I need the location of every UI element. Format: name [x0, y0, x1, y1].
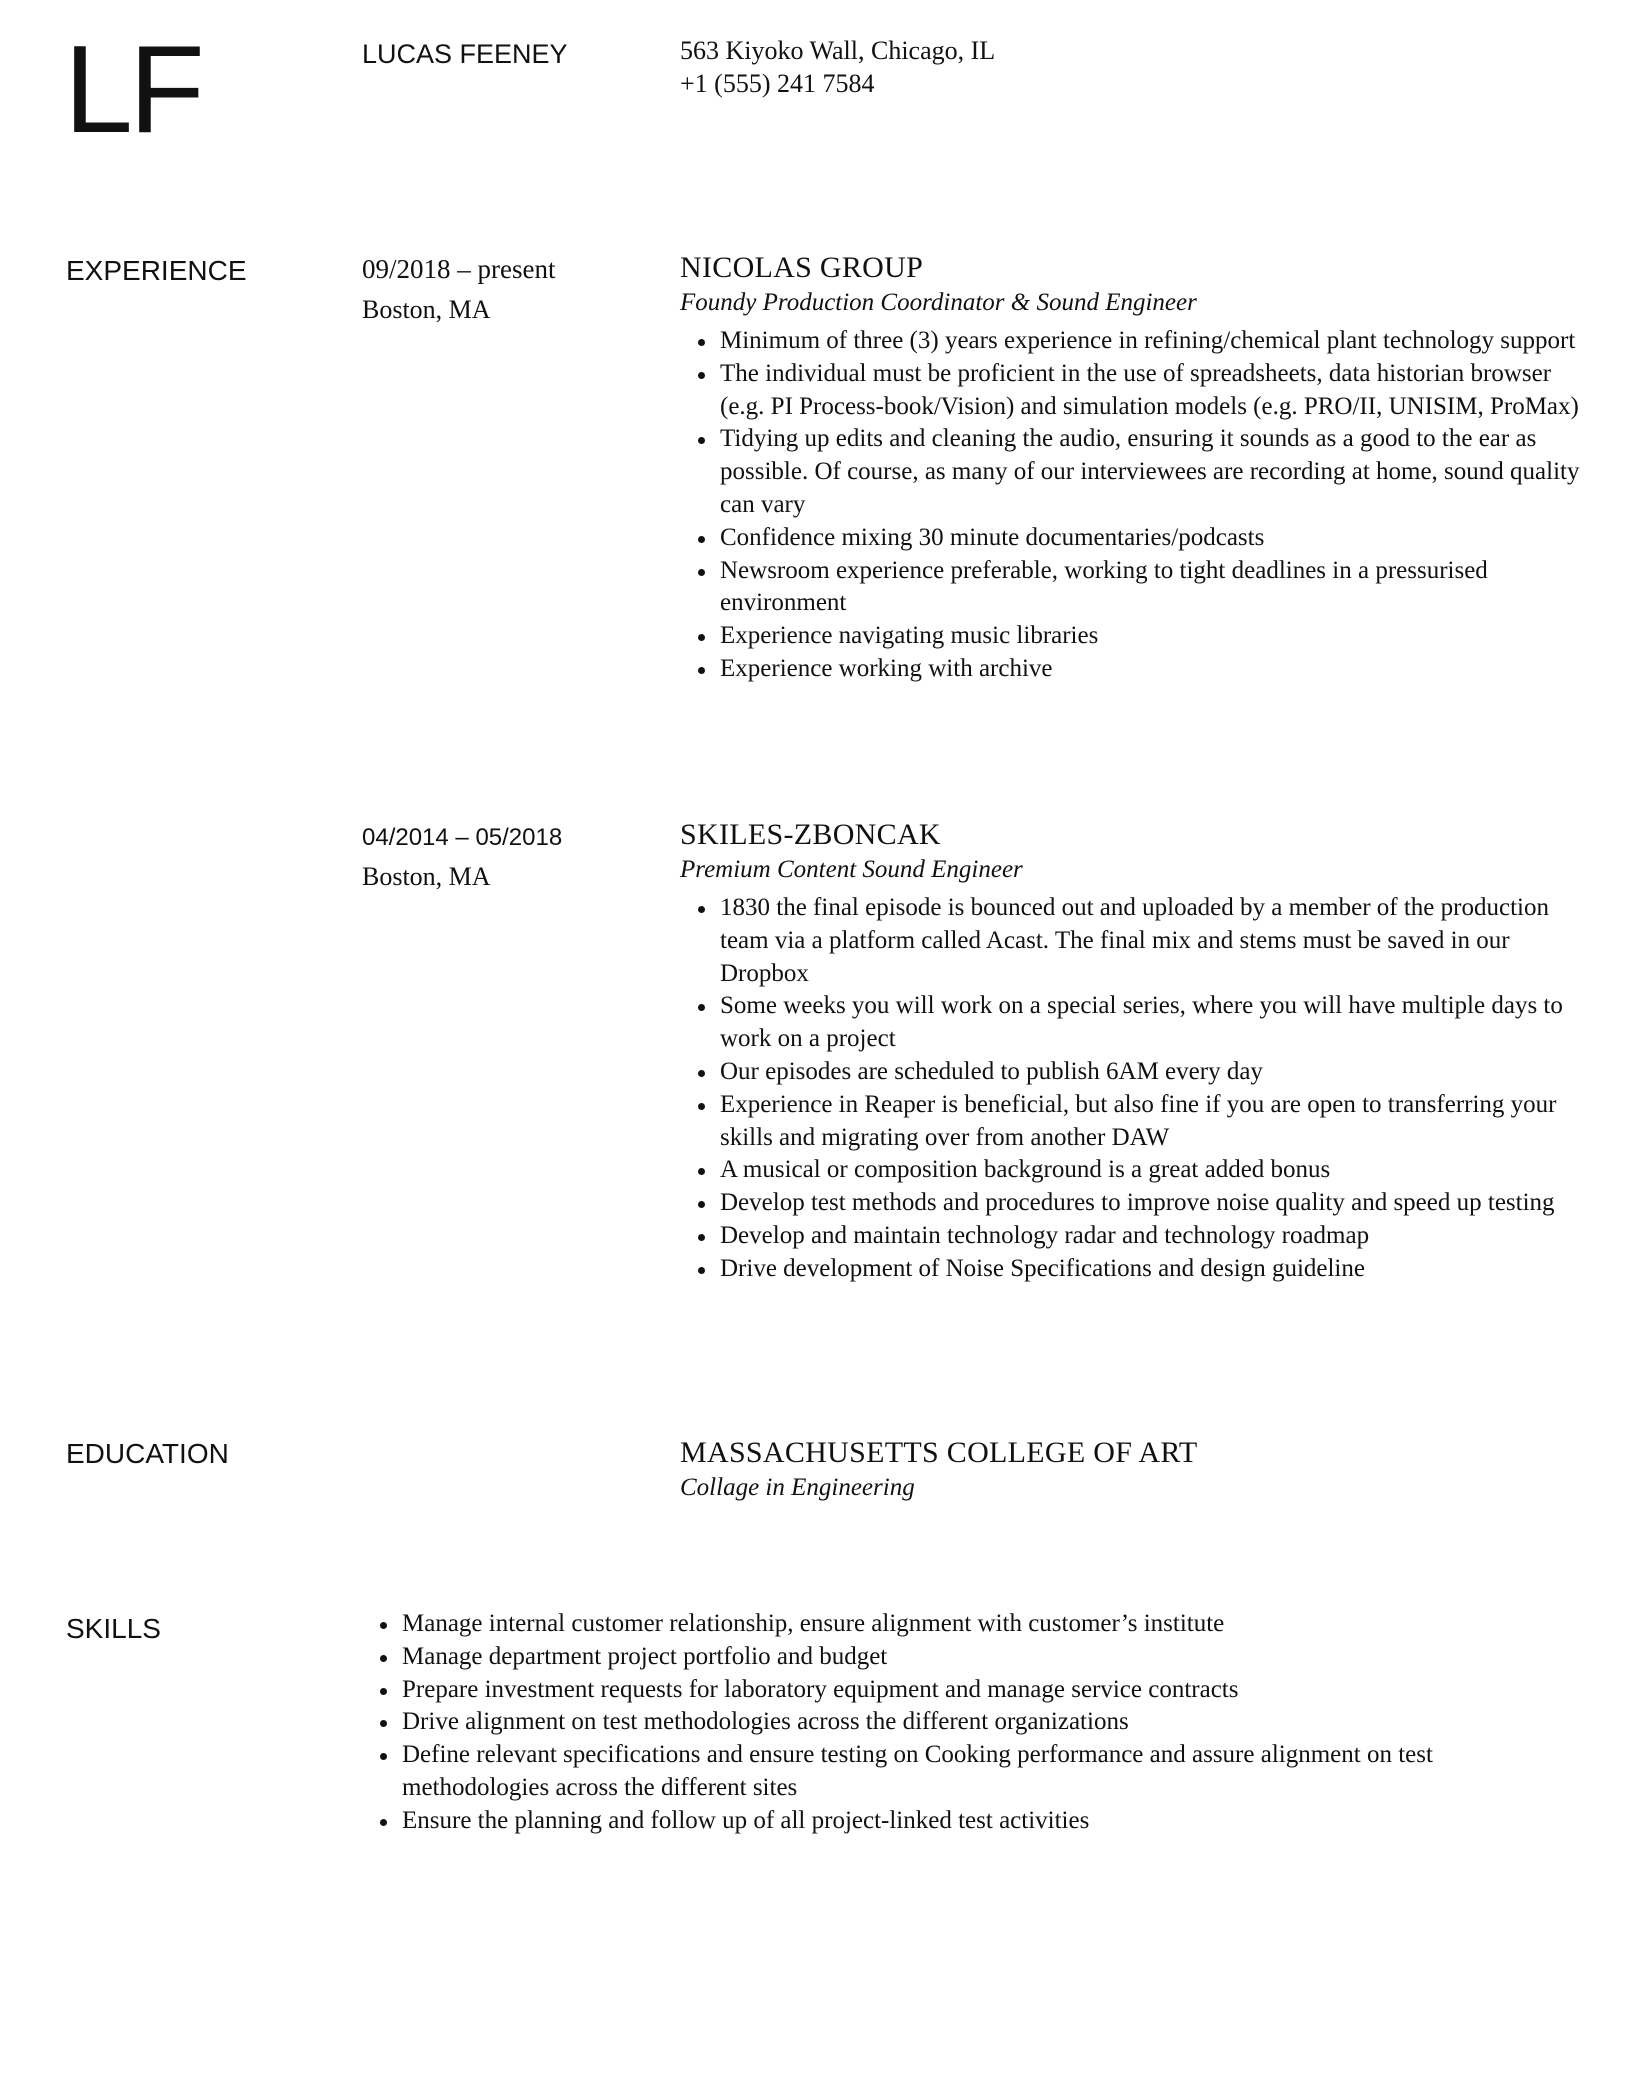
job-role: Premium Content Sound Engineer: [680, 856, 1023, 883]
job-location: Boston, MA: [362, 862, 491, 891]
job-location: Boston, MA: [362, 295, 491, 324]
monogram: LF: [64, 21, 201, 159]
list-item: Develop test methods and procedures to improve noise quality and speed up testing: [720, 1187, 1590, 1220]
list-item: Manage internal customer relationship, ensure alignment with customer’s institute: [402, 1608, 1552, 1641]
list-item: A musical or composition background is a great added bonus: [720, 1154, 1590, 1187]
list-item: Define relevant specifications and ensure testing on Cooking performance and assure alignment on test methodologies across the different sites: [402, 1739, 1552, 1805]
skills-bullets: [362, 1608, 1552, 1838]
list-item: Newsroom experience preferable, working to tight deadlines in a pressurised environment: [720, 555, 1590, 621]
section-title-education: EDUCATION: [66, 1438, 229, 1469]
list-item: Ensure the planning and follow up of all project-linked test activities: [402, 1805, 1552, 1838]
degree: Collage in Engineering: [680, 1474, 915, 1501]
list-item: Prepare investment requests for laboratory equipment and manage service contracts: [402, 1674, 1552, 1707]
job-dates: 04/2014 – 05/2018: [362, 824, 563, 851]
list-item: Some weeks you will work on a special series, where you will have multiple days to work on a project: [720, 990, 1590, 1056]
job-dates: 09/2018 – present: [362, 254, 556, 284]
phone: +1 (555) 241 7584: [680, 69, 875, 98]
list-item: Experience working with archive: [720, 653, 1590, 686]
company-name: NICOLAS GROUP: [680, 251, 924, 284]
company-name: SKILES-ZBONCAK: [680, 818, 941, 851]
list-item: Minimum of three (3) years experience in refining/chemical plant technology support: [720, 325, 1590, 358]
list-item: Manage department project portfolio and budget: [402, 1641, 1552, 1674]
list-item: Drive alignment on test methodologies across the different organizations: [402, 1706, 1552, 1739]
list-item: Develop and maintain technology radar and technology roadmap: [720, 1220, 1590, 1253]
candidate-name: LUCAS FEENEY: [362, 39, 568, 69]
address: 563 Kiyoko Wall, Chicago, IL: [680, 36, 996, 65]
job-role: Foundy Production Coordinator & Sound Engineer: [680, 289, 1197, 316]
list-item: 1830 the final episode is bounced out and uploaded by a member of the production team via a platform called Acast. The final mix and stems must be saved in our Dropbox: [720, 892, 1590, 990]
list-item: Experience in Reaper is beneficial, but also fine if you are open to transferring your skills and migrating over from another DAW: [720, 1089, 1590, 1155]
contact-block: [680, 34, 995, 100]
list-item: Confidence mixing 30 minute documentaries/podcasts: [720, 522, 1590, 555]
list-item: Experience navigating music libraries: [720, 620, 1590, 653]
education-entry: [680, 1435, 1580, 1504]
job-entry: [680, 817, 1580, 1286]
job-bullets: [680, 892, 1590, 1286]
list-item: Drive development of Noise Specifications and design guideline: [720, 1253, 1590, 1286]
section-title-experience: EXPERIENCE: [66, 255, 247, 286]
list-item: The individual must be proficient in the use of spreadsheets, data historian browser (e.g. PI Process-book/Vision) and simulation models (e.g. PRO/II, UNISIM, ProMax): [720, 358, 1590, 424]
school-name: MASSACHUSETTS COLLEGE OF ART: [680, 1436, 1198, 1469]
list-item: Tidying up edits and cleaning the audio, ensuring it sounds as a good to the ear as possible. Of course, as many of our interviewees are recording at home, sound quality can vary: [720, 423, 1590, 521]
skills-list: [362, 1608, 1542, 1838]
job-entry: [680, 250, 1580, 686]
list-item: Our episodes are scheduled to publish 6AM every day: [720, 1056, 1590, 1089]
section-title-skills: SKILLS: [66, 1613, 161, 1644]
job-bullets: [680, 325, 1590, 686]
